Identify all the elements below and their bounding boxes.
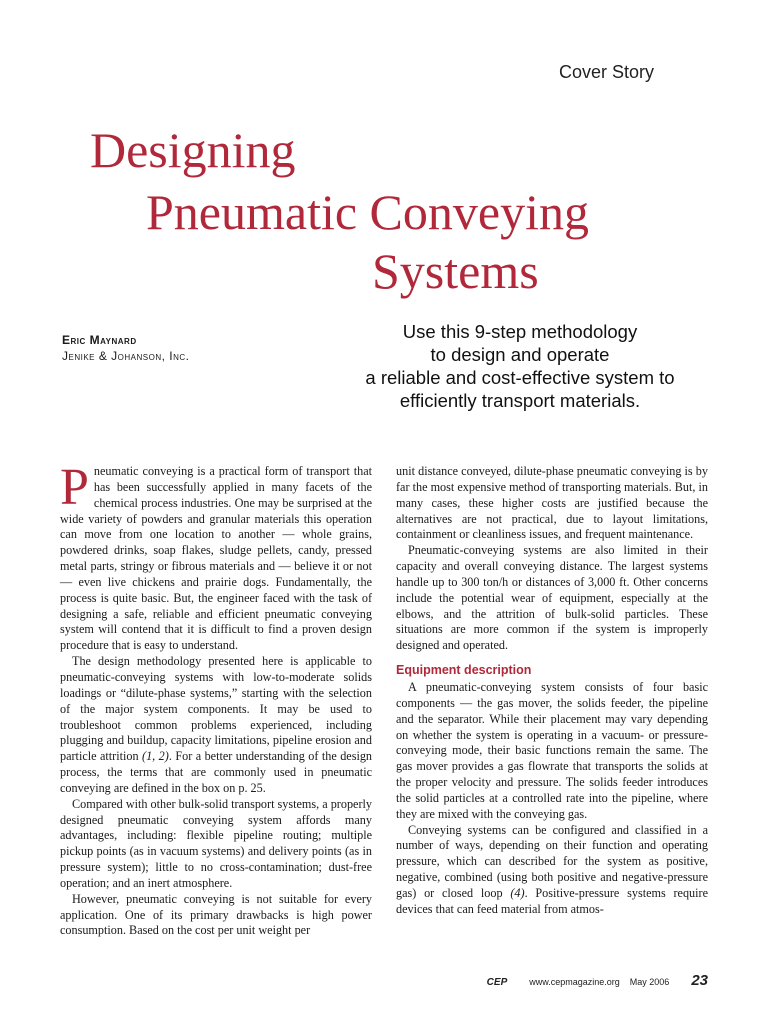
deck-line-4: efficiently transport materials. (399, 390, 641, 411)
paragraph-methodology-b: . For a better understanding of the design process, the terms that are commonly used in pneumatic conveying are defined in the box on p. 25. (60, 749, 373, 795)
section-label: Cover Story (558, 62, 654, 82)
paragraph-methodology (60, 654, 372, 797)
paragraph-limits: Pneumatic-conveying systems are also limited in their capacity and overall conveying distance. The largest systems handle up to 300 ton/h or distances of 3,000 ft. Other concerns include the potential wear of equipment, especially at the elbows, and the attrition of bulk-solid particles. These situations are more common if the system is improperly designed and operated. (396, 543, 708, 653)
deck (332, 320, 708, 412)
paragraph-advantages: Compared with other bulk-solid transport systems, a properly designed pneumatic conveying system affords many advantages, including: flexible pipeline routing; multiple pickup points (as in vacuum systems) and delivery points (as in pressure system); little to no cross-contamination; dust-free operation; and an inert atmosphere. (60, 796, 372, 890)
paragraph-cost: unit distance conveyed, dilute-phase pneumatic conveying is by far the most expensive method of transporting materials. But, in many cases, these higher costs are justified because the alternatives are not practical, due to layout limitations, containment or cleanliness issues, and frequent maintenance. (396, 464, 708, 542)
body-column-right (396, 464, 708, 918)
heading-equipment-description: Equipment description (396, 663, 532, 678)
author-affiliation: Jenike & Johanson, Inc. (62, 349, 190, 363)
body-column-left (60, 459, 373, 939)
paragraph-components: A pneumatic-conveying system consists of four basic components — the gas mover, the solids feeder, the pipeline and the separator. While their placement may vary depending on whether the system is operating in a vacuum- or pressure-conveying mode, their basic functions remain the same. The gas mover provides a gas flowrate that transports the solids at the proper velocity and pressure. The solids feeder introduces the solid particles at a controlled rate into the pipeline, where they are mixed with the conveying gas. (396, 679, 708, 821)
title-line-3: Systems (372, 243, 539, 299)
reference-4: (4) (510, 885, 525, 900)
deck-line-1: Use this 9-step methodology (402, 321, 638, 342)
magazine-url: www.cepmagazine.org (529, 977, 620, 987)
deck-line-2: to design and operate (430, 344, 610, 365)
page-number: 23 (691, 972, 708, 989)
paragraph-intro-text: neumatic conveying is a practical form of transport that has been successfully applied in many facets of the chemical process industries. One may be surprised at the wide variety of powders and granular materials this operation can move from one location to another — whole grains, powdered drinks, soap flakes, sludge pellets, candy, pressed metal parts, stringy or fibrous materials and — believe it or not — even live chickens and prairie dogs. Fundamentally, the process is quite basic. But, the engineer faced with the task of designing a safe, reliable and efficient pneumatic conveying system will contend that it is difficult to find a proven design procedure that is easy to understand. (60, 464, 372, 653)
title-line-1: Designing (90, 122, 296, 178)
magazine-logo: CEP (486, 977, 508, 988)
paragraph-intro (60, 459, 372, 654)
issue-date: May 2006 (629, 977, 670, 987)
title-line-2: Pneumatic Conveying (146, 184, 589, 240)
reference-1-2: (1, 2) (142, 749, 169, 764)
paragraph-configurations (396, 823, 708, 918)
paragraph-methodology-a: The design methodology presented here is applicable to pneumatic-conveying systems with low-to-moderate solids loadings or “dilute-phase systems,” starting with the selection of the major system components. It may be used to troubleshoot common problems experienced, including plugging and buildup, capacity limitations, pipeline erosion and particle attrition (60, 654, 372, 764)
author-name: Eric Maynard (62, 333, 137, 347)
page-footer (487, 972, 708, 989)
paragraph-drawbacks: However, pneumatic conveying is not suitable for every application. One of its primary drawbacks is high power consumption. Based on the cost per unit weight per (60, 891, 372, 938)
deck-line-3: a reliable and cost-effective system to (365, 367, 675, 388)
drop-cap: P (60, 459, 89, 516)
paragraph-configurations-b: . Positive-pressure systems require devices that can feed material from atmos- (396, 885, 708, 916)
paragraph-configurations-a: Conveying systems can be configured and classified in a number of ways, depending on their function and operating pressure, which can described for the system as positive, negative, combined (using both positive and negative-pressure gas) or closed loop (396, 822, 708, 900)
byline (62, 333, 190, 363)
